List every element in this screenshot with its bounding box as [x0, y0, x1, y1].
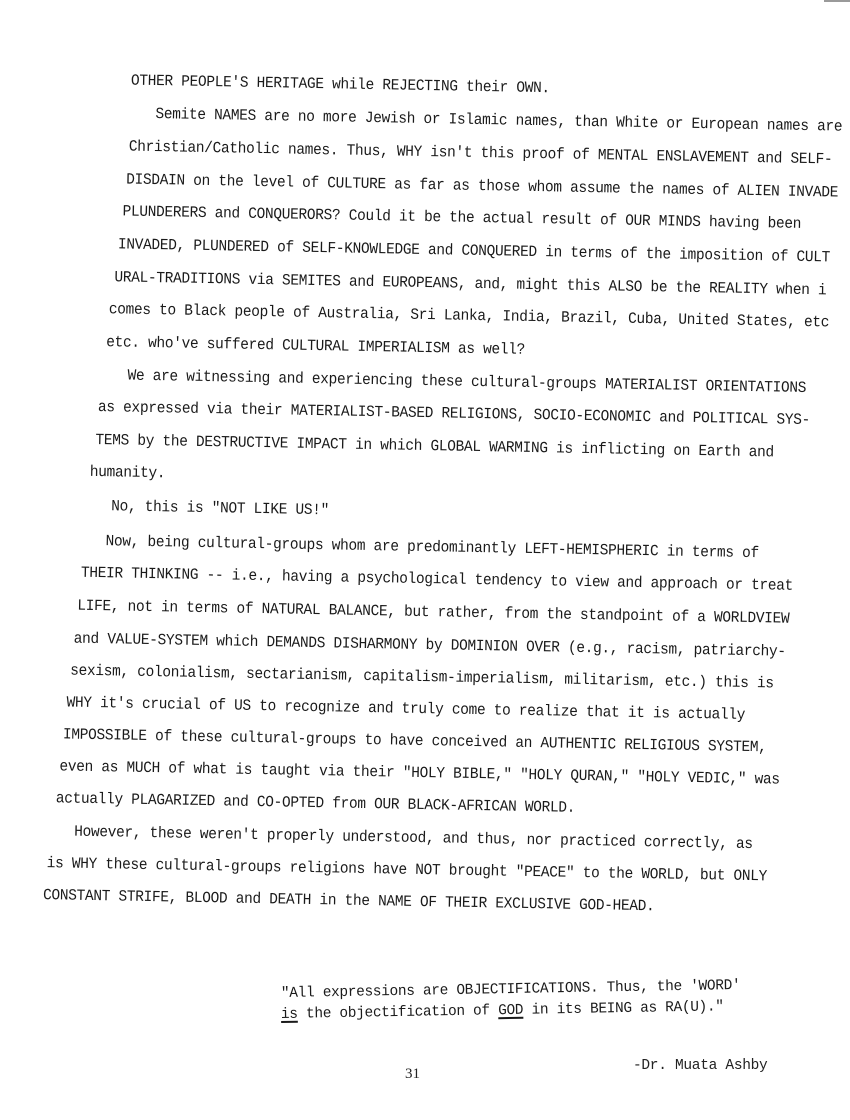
text-line: LIFE, not in terms of NATURAL BALANCE, but rather, from the standpoint of a WORLDVIEW [77, 596, 790, 628]
text-line: OTHER PEOPLE'S HERITAGE while REJECTING their OWN. [130, 71, 550, 98]
text-line: humanity. [89, 462, 166, 483]
quote-line-1: "All expressions are OBJECTIFICATIONS. Thus, the 'WORD' [280, 976, 741, 1002]
text-line: DISDAIN on the level of CULTURE as far as those whom assume the names of ALIEN INVADE [126, 170, 839, 202]
quote-attribution: -Dr. Muata Ashby [633, 1058, 768, 1074]
scan-edge-mark [824, 0, 850, 2]
text-line: sexism, colonialism, sectarianism, capitalism-imperialism, militarism, etc.) this is [70, 661, 774, 693]
text-line: is WHY these cultural-groups religions have NOT brought "PEACE" to the WORLD, but ONLY [46, 854, 768, 886]
quote-underlined-god: GOD [498, 1001, 524, 1020]
text-line: PLUNDERERS and CONQUERORS? Could it be the actual result of OUR MINDS having been [122, 202, 802, 233]
text-line: No, this is "NOT LIKE US!" [111, 497, 330, 520]
text-line: even as MUCH of what is taught via their "HOLY BIBLE," "HOLY QURAN," "HOLY VEDIC," was [59, 757, 780, 789]
text-line: comes to Black people of Australia, Sri Lanka, India, Brazil, Cuba, United States, etc [108, 300, 830, 332]
text-line: Christian/Catholic names. Thus, WHY isn't this proof of MENTAL ENSLAVEMENT and SELF- [128, 137, 833, 169]
text-line: Now, being cultural-groups whom are predominantly LEFT-HEMISPHERIC in terms of [105, 532, 760, 563]
page-number: 31 [405, 1066, 420, 1082]
text-line: URAL-TRADITIONS via SEMITES and EUROPEANS, and, might this ALSO be the REALITY when i [114, 268, 827, 300]
quote-underlined-is: is [280, 1005, 298, 1023]
text-line: WHY it's crucial of US to recognize and truly come to realize that it is actually [66, 693, 746, 724]
text-line: Semite NAMES are no more Jewish or Islamic names, than White or European names are [155, 105, 843, 136]
text-line: etc. who've suffered CULTURAL IMPERIALISM as well? [106, 333, 526, 359]
text-line: We are witnessing and experiencing these cultural-groups MATERIALIST ORIENTATIONS [127, 366, 807, 397]
quote-text: in its BEING as RA(U)." [523, 998, 724, 1019]
text-line: actually PLAGARIZED and CO-OPTED from OUR BLACK-AFRICAN WORLD. [55, 789, 576, 817]
quote-text: the objectification of [297, 1002, 499, 1023]
text-line: CONSTANT STRIFE, BLOOD and DEATH in the NAME OF THEIR EXCLUSIVE GOD-HEAD. [42, 886, 655, 916]
text-line: as expressed via their MATERIALIST-BASED RELIGIONS, SOCIO-ECONOMIC and POLITICAL SYS- [97, 398, 811, 430]
text-line: and VALUE-SYSTEM which DEMANDS DISHARMONY by DOMINION OVER (e.g., racism, patriarchy- [73, 629, 786, 661]
text-line: IMPOSSIBLE of these cultural-groups to have conceived an AUTHENTIC RELIGIOUS SYSTEM, [62, 725, 767, 757]
text-line: However, these weren't properly understood, and thus, nor practiced correctly, as [74, 822, 753, 854]
text-line: TEMS by the DESTRUCTIVE IMPACT in which GLOBAL WARMING is inflicting on Earth and [95, 430, 775, 462]
text-line: THEIR THINKING -- i.e., having a psychological tendency to view and approach or treat [80, 563, 794, 595]
text-line: INVADED, PLUNDERED of SELF-KNOWLEDGE and CONQUERED in terms of the imposition of CULT [117, 235, 831, 267]
